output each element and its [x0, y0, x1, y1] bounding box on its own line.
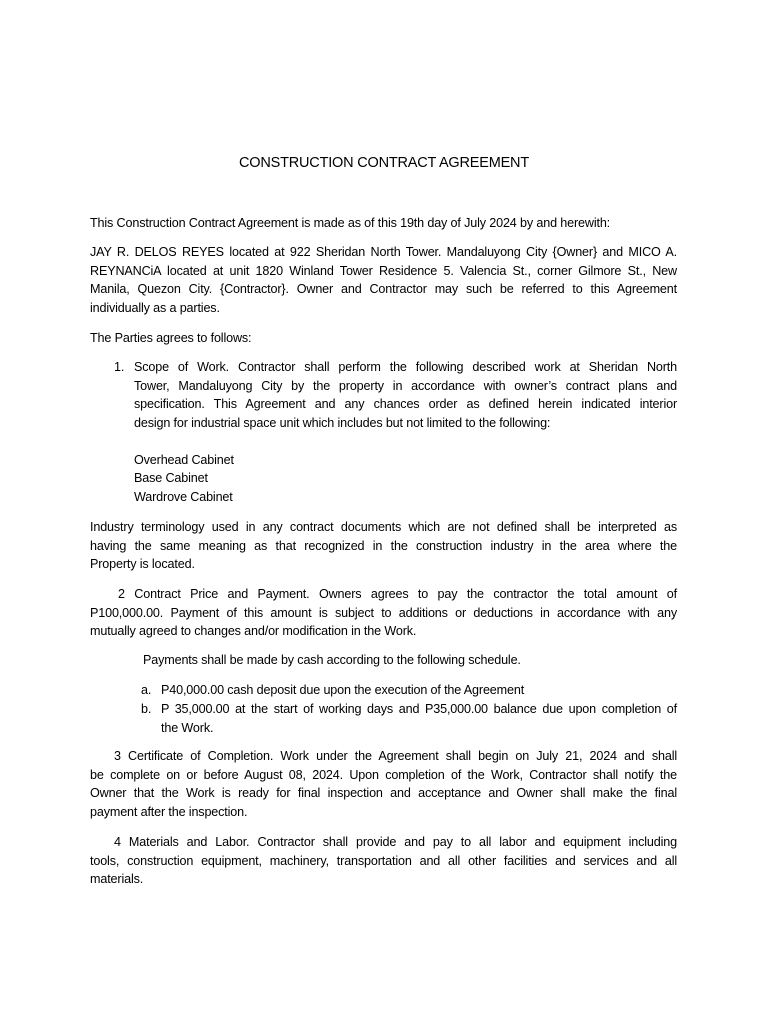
section-3-line: be complete on or before August 08, 2024. Upon completion of the Work, Contractor shall notify the [90, 767, 677, 782]
parties-line: JAY R. DELOS REYES located at 922 Sheridan North Tower. Mandaluyong City {Owner} and MICO A. [90, 245, 677, 259]
scope-item: Base Cabinet [134, 471, 208, 485]
section-1-body [134, 358, 677, 433]
scope-item: Wardrove Cabinet [134, 490, 233, 504]
parties-paragraph [90, 243, 677, 318]
section-4-line: tools, construction equipment, machinery, transportation and all other facilities and services and all [90, 853, 677, 868]
parties-line: individually as a parties. [90, 301, 220, 316]
terminology-paragraph [90, 518, 677, 574]
section-3-line: payment after the inspection. [90, 805, 248, 820]
terminology-line: Industry terminology used in any contract documents which are not defined shall be interpreted as [90, 520, 677, 534]
schedule-line: P 35,000.00 at the start of working days and P35,000.00 balance due upon completion of [161, 702, 677, 716]
section-2-line: mutually agreed to changes and/or modification in the Work. [90, 624, 417, 639]
section-2 [90, 585, 677, 641]
section-1-number: 1. [114, 360, 125, 374]
section-1-line: Scope of Work. Contractor shall perform the following described work at Sheridan North [134, 360, 677, 374]
section-1-line: design for industrial space unit which includes but not limited to the following: [134, 416, 551, 431]
section-3 [90, 747, 677, 822]
section-4-line: 4 Materials and Labor. Contractor shall provide and pay to all labor and equipment including [114, 835, 677, 849]
terminology-line: having the same meaning as that recognized in the construction industry in the area where the [90, 538, 677, 553]
section-1-line: Tower, Mandaluyong City by the property in accordance with owner’s contract plans and [134, 378, 677, 393]
section-3-line: Owner that the Work is ready for final inspection and acceptance and Owner shall make the final [90, 786, 677, 801]
section-1-line: specification. This Agreement and any chances order as defined herein indicated interior [134, 397, 677, 412]
agrees-line: The Parties agrees to follows: [90, 331, 252, 345]
parties-line: Manila, Quezon City. {Contractor}. Owner and Contractor may such be referred to this Agreement [90, 282, 677, 297]
agrees-paragraph [90, 329, 677, 348]
section-4-line: materials. [90, 872, 144, 887]
schedule-mark: a. [141, 683, 152, 697]
intro-paragraph [90, 214, 677, 233]
parties-line: REYNANCiA located at unit 1820 Winland Tower Residence 5. Valencia St., corner Gilmore St., New [90, 263, 677, 278]
section-4 [90, 833, 677, 889]
schedule-intro: Payments shall be made by cash according to the following schedule. [143, 653, 521, 667]
intro-line: This Construction Contract Agreement is made as of this 19th day of July 2024 by and herewith: [90, 216, 611, 230]
schedule-line: the Work. [161, 720, 214, 735]
schedule-mark: b. [141, 702, 152, 716]
terminology-line: Property is located. [90, 557, 195, 572]
document-title: CONSTRUCTION CONTRACT AGREEMENT [239, 155, 529, 171]
scope-item: Overhead Cabinet [134, 453, 234, 467]
section-2-line: 2 Contract Price and Payment. Owners agrees to pay the contractor the total amount of [118, 587, 677, 601]
section-2-line: P100,000.00. Payment of this amount is subject to additions or deductions in accordance with any [90, 605, 677, 620]
schedule-line: P40,000.00 cash deposit due upon the execution of the Agreement [161, 683, 525, 697]
section-3-line: 3 Certificate of Completion. Work under the Agreement shall begin on July 21, 2024 and shall [114, 749, 677, 763]
